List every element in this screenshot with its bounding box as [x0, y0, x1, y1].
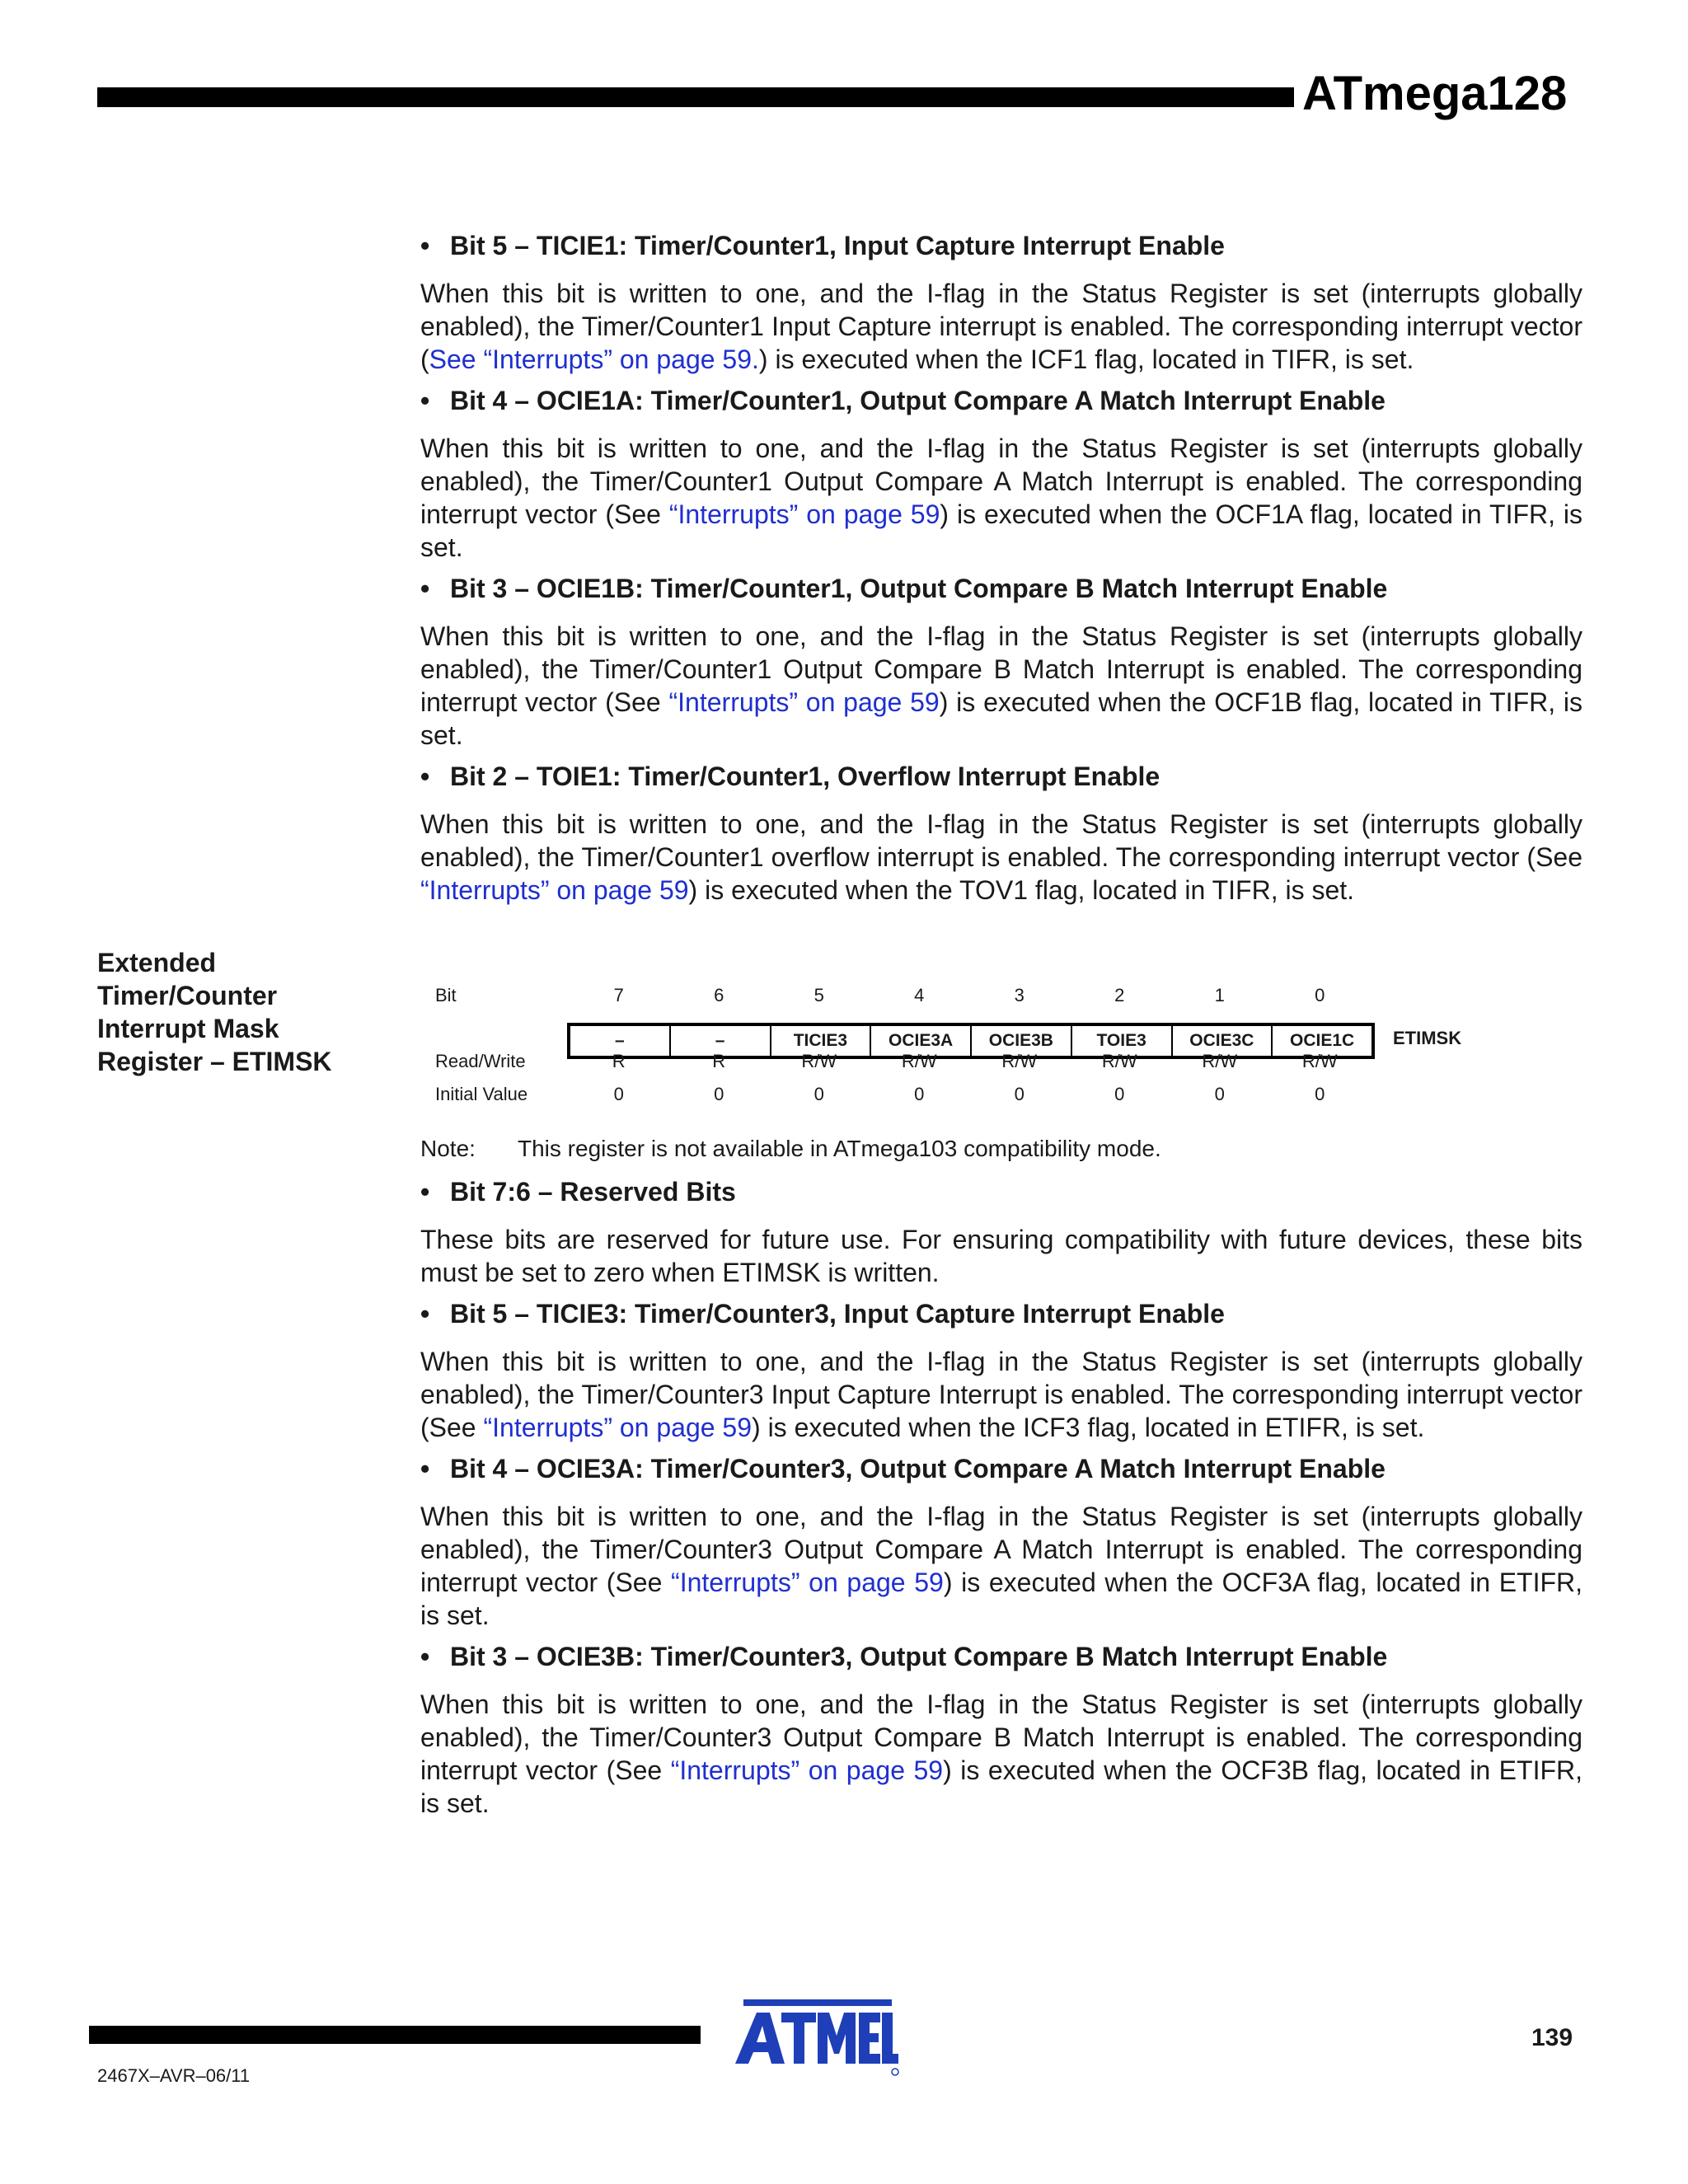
read-write-row-label: Read/Write [435, 1051, 526, 1071]
bit-number: 4 [914, 985, 925, 1005]
page-number: 139 [1531, 2024, 1573, 2051]
read-write-value: R/W [901, 1051, 937, 1071]
initial-value: 0 [1315, 1084, 1325, 1104]
register-bit-cell: TOIE3 [1072, 1026, 1173, 1056]
side-heading-etimsk [97, 946, 332, 1078]
initial-value: 0 [714, 1084, 724, 1104]
register-bit-cell: – [570, 1026, 671, 1056]
paragraph-text: ) is executed when the ICF1 flag, located in TIFR, is set. [758, 344, 1414, 374]
bit-number: 3 [1014, 985, 1025, 1005]
side-heading-line: Register – ETIMSK [97, 1047, 332, 1076]
bit-heading-text: Bit 5 – TICIE3: Timer/Counter3, Input Capture Interrupt Enable [450, 1299, 1225, 1329]
bit-number: 1 [1214, 985, 1225, 1005]
body-paragraph [420, 1345, 1582, 1444]
register-bit-cell: OCIE3A [871, 1026, 972, 1056]
interrupts-page-link[interactable]: “Interrupts” on page 59 [668, 499, 940, 529]
side-heading-line: Extended [97, 948, 217, 977]
initial-value: 0 [613, 1084, 624, 1104]
initial-value: 0 [1014, 1084, 1025, 1104]
read-write-value: R/W [1202, 1051, 1238, 1071]
body-paragraph [420, 1223, 1582, 1289]
bullet-dot: • [420, 1299, 430, 1329]
bit-heading [420, 572, 1582, 605]
initial-value: 0 [814, 1084, 824, 1104]
side-heading-line: Interrupt Mask [97, 1014, 279, 1043]
bullet-dot: • [420, 386, 430, 415]
initial-value: 0 [1214, 1084, 1225, 1104]
paragraph-text: When this bit is written to one, and the I-flag in the Status Register is set (interrupts globally enabled), the Timer/Counter3 Output Compare B Match Interrupt is enabled. The corresponding interrupt vector (See [420, 1690, 1582, 1785]
body-paragraph [420, 432, 1582, 564]
register-bit-cell: OCIE3C [1173, 1026, 1273, 1056]
register-bit-cell: TICIE3 [771, 1026, 872, 1056]
read-write-value: R [612, 1051, 626, 1071]
paragraph-text: ) is executed when the ICF3 flag, located in ETIFR, is set. [752, 1413, 1425, 1442]
bit-heading-text: Bit 3 – OCIE3B: Timer/Counter3, Output Compare B Match Interrupt Enable [450, 1642, 1388, 1671]
atmel-logo-icon [719, 1994, 900, 2077]
bit-number: 5 [814, 985, 824, 1005]
paragraph-text: When this bit is written to one, and the I-flag in the Status Register is set (interrupts globally enabled), the Timer/Counter1 Output Compare A Match Interrupt is enabled. The corresponding interrupt vector (See [420, 434, 1582, 529]
bit-heading-text: Bit 7:6 – Reserved Bits [450, 1177, 736, 1207]
etimsk-register-diagram [420, 985, 1582, 1125]
interrupts-page-link[interactable]: See “Interrupts” on page 59. [429, 344, 759, 374]
initial-value: 0 [1114, 1084, 1125, 1104]
bullet-dot: • [420, 231, 430, 260]
paragraph-text: When this bit is written to one, and the I-flag in the Status Register is set (interrupts globally enabled), the Timer/Counter1 Output Compare B Match Interrupt is enabled. The corresponding interrupt vector (See [420, 621, 1582, 717]
bit-number: 6 [714, 985, 724, 1005]
note-label: Note: [420, 1136, 476, 1161]
paragraph-text: When this bit is written to one, and the I-flag in the Status Register is set (interrupts globally enabled), the Timer/Counter1 overflow interrupt is enabled. The corresponding interrupt vector (See [420, 809, 1582, 872]
bit-heading [420, 760, 1582, 793]
interrupts-page-link[interactable]: “Interrupts” on page 59 [671, 1568, 944, 1597]
footer-rule [89, 2026, 701, 2044]
paragraph-text: ) is executed when the OCF3A flag, located in ETIFR, is set. [420, 1568, 1583, 1630]
bit-heading [420, 229, 1582, 262]
interrupts-page-link[interactable]: “Interrupts” on page 59 [483, 1413, 753, 1442]
bit-heading [420, 1452, 1582, 1485]
bit-number: 7 [613, 985, 624, 1005]
bit-heading-text: Bit 4 – OCIE1A: Timer/Counter1, Output Compare A Match Interrupt Enable [450, 386, 1386, 415]
body-paragraph [420, 277, 1582, 376]
register-note [420, 1136, 1161, 1162]
bit-heading [420, 1175, 1582, 1208]
bit-heading [420, 1297, 1582, 1330]
body-paragraph [420, 1688, 1582, 1820]
paragraph-text: When this bit is written to one, and the I-flag in the Status Register is set (interrupts globally enabled), the Timer/Counter3 Output Compare A Match Interrupt is enabled. The corresponding interrupt vector (See [420, 1502, 1582, 1597]
interrupts-page-link[interactable]: “Interrupts” on page 59 [420, 875, 689, 905]
section-timer3-bits [420, 1175, 1582, 1828]
bit-row-label: Bit [435, 985, 457, 1005]
initial-value-row-label: Initial Value [435, 1084, 528, 1104]
bit-heading-text: Bit 5 – TICIE1: Timer/Counter1, Input Capture Interrupt Enable [450, 231, 1225, 260]
page-title: ATmega128 [1302, 67, 1568, 120]
bit-heading [420, 1640, 1582, 1673]
interrupts-page-link[interactable]: “Interrupts” on page 59 [668, 687, 940, 717]
note-text: This register is not available in ATmega103 compatibility mode. [518, 1136, 1161, 1161]
bullet-dot: • [420, 574, 430, 603]
body-paragraph [420, 808, 1582, 907]
header-rule [97, 87, 1294, 107]
bullet-dot: • [420, 1177, 430, 1207]
document-id: 2467X–AVR–06/11 [97, 2065, 251, 2086]
bullet-dot: • [420, 1454, 430, 1483]
paragraph-text: ) is executed when the OCF3B flag, located in ETIFR, is set. [420, 1755, 1583, 1818]
bit-number: 2 [1114, 985, 1125, 1005]
register-name: ETIMSK [1393, 1028, 1462, 1048]
initial-value: 0 [914, 1084, 925, 1104]
bit-heading [420, 384, 1582, 417]
bit-heading-text: Bit 3 – OCIE1B: Timer/Counter1, Output Compare B Match Interrupt Enable [450, 574, 1388, 603]
register-bit-cell: OCIE3B [972, 1026, 1072, 1056]
paragraph-text: These bits are reserved for future use. For ensuring compatibility with future devices, these bits must be set to zero when ETIMSK is written. [420, 1225, 1582, 1287]
read-write-value: R/W [1001, 1051, 1038, 1071]
read-write-value: R/W [801, 1051, 837, 1071]
register-bit-cell: – [671, 1026, 771, 1056]
register-bit-cell: OCIE1C [1290, 1031, 1355, 1050]
paragraph-text: When this bit is written to one, and the I-flag in the Status Register is set (interrupts globally enabled), the Timer/Counter1 Input Capture interrupt is enabled. The corresponding interrupt vector ( [420, 279, 1582, 374]
body-paragraph [420, 620, 1582, 752]
interrupts-page-link[interactable]: “Interrupts” on page 59 [670, 1755, 944, 1785]
paragraph-text: ) is executed when the TOV1 flag, located in TIFR, is set. [688, 875, 1355, 905]
paragraph-text: ) is executed when the OCF1B flag, located in TIFR, is set. [420, 687, 1583, 750]
bullet-dot: • [420, 1642, 430, 1671]
side-heading-line: Timer/Counter [97, 981, 278, 1010]
read-write-value: R/W [1101, 1051, 1137, 1071]
bullet-dot: • [420, 762, 430, 791]
read-write-value: R/W [1301, 1051, 1338, 1071]
bit-heading-text: Bit 2 – TOIE1: Timer/Counter1, Overflow Interrupt Enable [450, 762, 1160, 791]
section-timer1-bits [420, 229, 1582, 915]
bit-number: 0 [1315, 985, 1325, 1005]
paragraph-text: When this bit is written to one, and the I-flag in the Status Register is set (interrupts globally enabled), the Timer/Counter3 Input Capture Interrupt is enabled. The corresponding interrupt vector (See [420, 1347, 1582, 1442]
bit-heading-text: Bit 4 – OCIE3A: Timer/Counter3, Output Compare A Match Interrupt Enable [450, 1454, 1386, 1483]
paragraph-text: ) is executed when the OCF1A flag, located in TIFR, is set. [420, 499, 1583, 562]
read-write-value: R [712, 1051, 726, 1071]
body-paragraph [420, 1500, 1582, 1632]
